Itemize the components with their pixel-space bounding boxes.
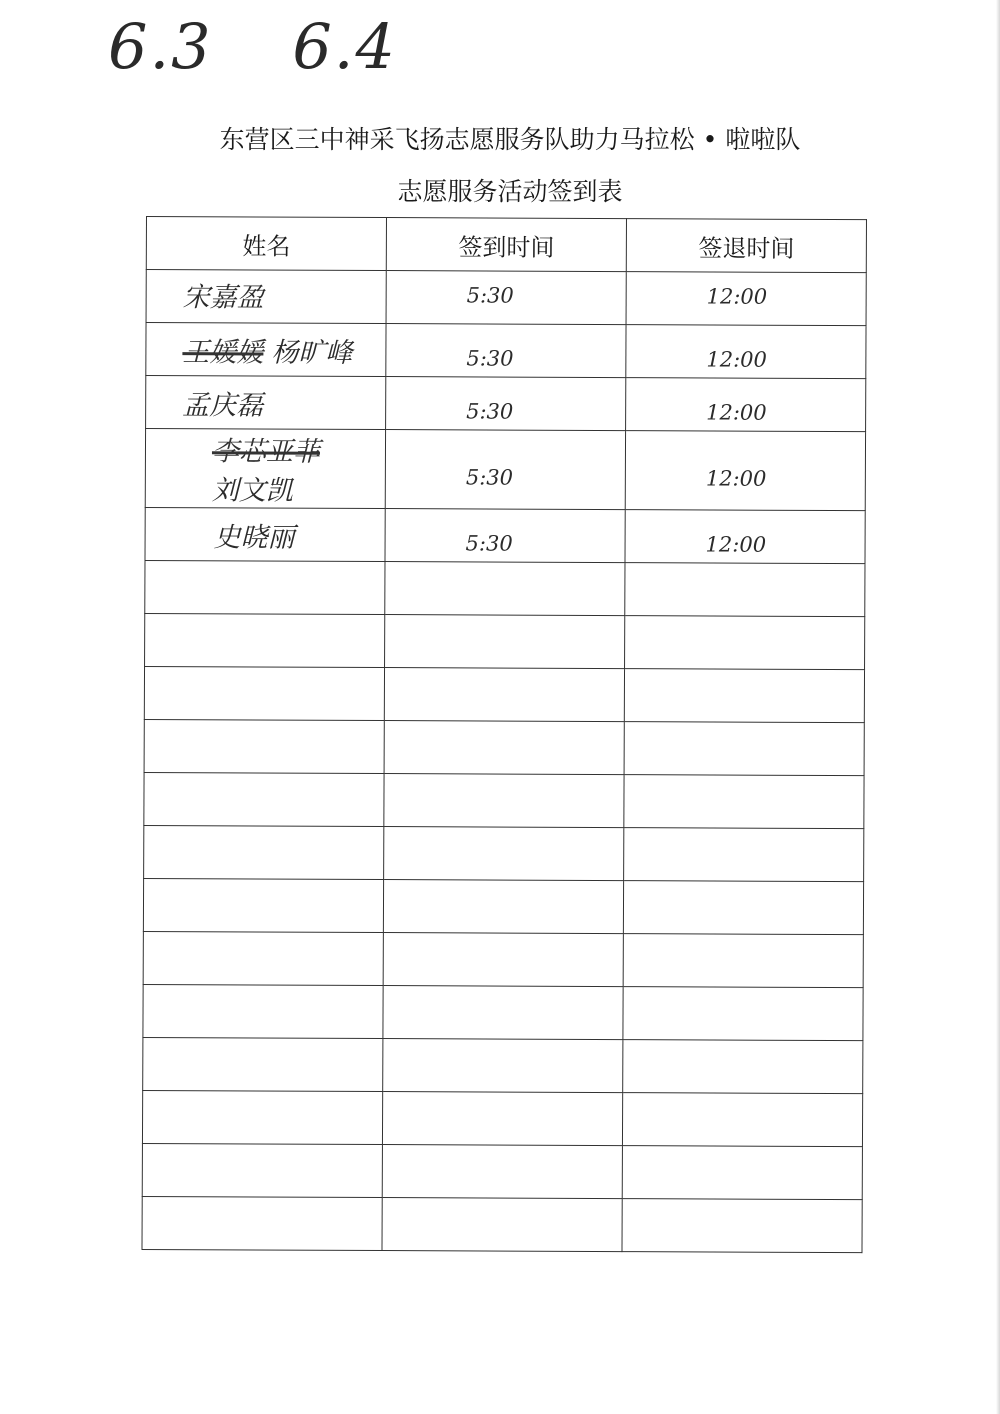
sign-out-cell [626, 272, 866, 326]
name-cell [143, 878, 383, 932]
name-cell [142, 1196, 382, 1250]
empty-table-row [144, 666, 864, 722]
table-header-row [146, 217, 866, 273]
sign-in-cell [386, 271, 626, 325]
sign-out-time: 12:00 [705, 466, 767, 491]
table-row [146, 323, 866, 379]
sign-in-time: 5:30 [465, 531, 513, 556]
name-cell [144, 772, 384, 826]
date-2: 6.4 [292, 10, 397, 83]
sign-in-cell [385, 562, 625, 616]
sign-in-cell [385, 615, 625, 669]
table-body [142, 270, 866, 1253]
document-title: 东营区三中神采飞扬志愿服务队助力马拉松 • 啦啦队 [219, 125, 801, 154]
table-row [145, 429, 865, 511]
sign-out-cell [623, 1040, 863, 1094]
volunteer-name: 杨旷峰 [271, 337, 353, 369]
sign-out-cell [624, 775, 864, 829]
empty-table-row [142, 1143, 862, 1199]
sign-in-cell [386, 324, 626, 378]
sign-out-cell [626, 325, 866, 379]
sign-in-cell [384, 721, 624, 775]
name-cell [144, 719, 384, 773]
handwritten-dates [108, 10, 455, 83]
signin-table [141, 216, 867, 1253]
name-cell [145, 613, 385, 667]
sign-out-time: 12:00 [706, 400, 767, 425]
sign-in-cell [385, 509, 625, 563]
empty-table-row [143, 1037, 863, 1093]
name-cell [143, 1037, 383, 1091]
empty-table-row [143, 984, 863, 1040]
sign-in-cell [386, 377, 626, 431]
sign-out-time: 12:00 [705, 532, 767, 557]
sign-out-cell [623, 987, 863, 1041]
document-subtitle: 志愿服务活动签到表 [397, 177, 623, 206]
date-1: 6.3 [108, 10, 213, 83]
sign-out-cell [624, 828, 864, 882]
empty-table-row [144, 825, 864, 881]
name-cell [145, 507, 385, 561]
sign-in-cell [385, 430, 625, 510]
volunteer-name: 孟庆磊 [182, 389, 264, 422]
empty-table-row [145, 560, 865, 616]
name-cell [144, 666, 384, 720]
sign-out-time: 12:00 [706, 284, 768, 309]
sign-out-cell [625, 431, 865, 511]
struck-name: 王媛媛 [182, 336, 264, 369]
sign-in-time: 5:30 [466, 399, 514, 424]
sign-in-time: 5:30 [466, 283, 514, 308]
sign-out-cell [624, 722, 864, 776]
name-cell [144, 825, 384, 879]
name-cell [142, 1090, 382, 1144]
empty-table-row [143, 878, 863, 934]
sign-out-cell [623, 934, 863, 988]
sign-out-cell [623, 881, 863, 935]
empty-table-row [142, 1196, 862, 1252]
sign-in-cell [383, 1039, 623, 1093]
sign-in-time: 5:30 [465, 465, 514, 490]
empty-table-row [145, 613, 865, 669]
table-row [146, 270, 866, 326]
name-cell [142, 1143, 382, 1197]
name-cell [146, 270, 386, 324]
name-cell [143, 931, 383, 985]
sign-in-cell [383, 880, 623, 934]
sign-in-cell [384, 827, 624, 881]
empty-table-row [144, 772, 864, 828]
empty-table-row [144, 719, 864, 775]
sign-out-cell [625, 510, 865, 564]
table-row [146, 376, 866, 432]
empty-table-row [142, 1090, 862, 1146]
sign-out-cell [626, 378, 866, 432]
volunteer-name: 宋嘉盈 [182, 281, 264, 314]
sign-in-cell [382, 1092, 622, 1146]
scan-edge [996, 0, 1000, 1414]
name-cell [145, 429, 385, 509]
sign-out-cell [622, 1199, 862, 1253]
header-sign-out: 签退时间 [626, 219, 866, 273]
sign-out-time: 12:00 [706, 347, 767, 372]
sign-in-cell [383, 933, 623, 987]
sign-in-cell [383, 986, 623, 1040]
sign-out-cell [622, 1093, 862, 1147]
name-cell [146, 323, 386, 377]
empty-table-row [143, 931, 863, 987]
name-cell [145, 560, 385, 614]
volunteer-name: 史晓丽 [213, 521, 295, 554]
table-row [145, 507, 865, 563]
sign-out-cell [622, 1146, 862, 1200]
sign-out-cell [625, 616, 865, 670]
name-cell [143, 984, 383, 1038]
sign-in-cell [382, 1198, 622, 1252]
sign-in-cell [382, 1145, 622, 1199]
sign-in-cell [384, 774, 624, 828]
sign-out-cell [625, 563, 865, 617]
volunteer-name: 刘文凯 [211, 475, 293, 507]
sign-in-time: 5:30 [466, 346, 514, 371]
header-name: 姓名 [146, 217, 386, 271]
struck-name: 李芯亚菲 [211, 436, 321, 468]
name-cell [146, 376, 386, 430]
sign-in-cell [384, 668, 624, 722]
sign-out-cell [624, 669, 864, 723]
header-sign-in: 签到时间 [386, 218, 626, 272]
